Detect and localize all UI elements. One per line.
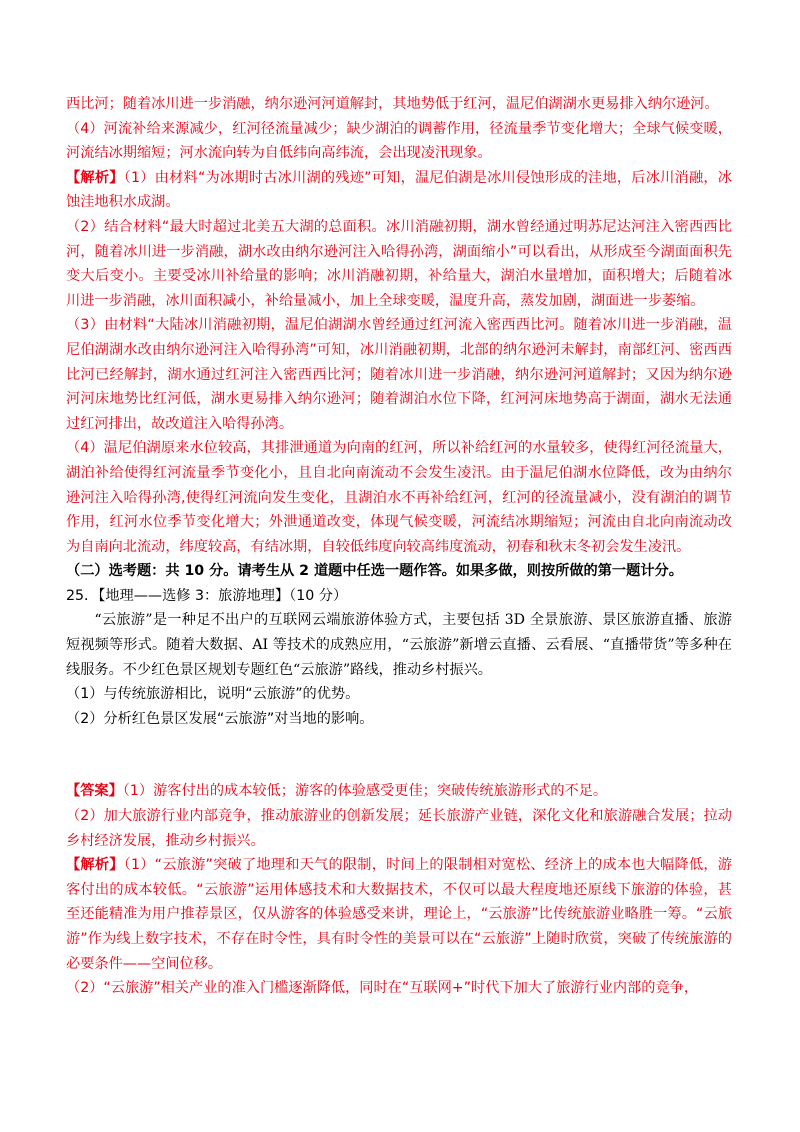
answer-25-label: 【答案】	[66, 783, 123, 800]
question-25-q1: （1）与传统旅游相比，说明“云旅游”的优势。	[66, 686, 360, 703]
analysis-24-label: 【解析】	[66, 169, 124, 186]
analysis-25-p1	[66, 853, 732, 976]
question-25-material: “云旅游”是一种足不出户的互联网云端旅游体验方式，主要包括 3D 全景旅游、景区旅游直播、旅游短视频等形式。随着大数据、AI 等技术的成熟应用，“云旅游”新增云直播、云看展、“直播带货”等多种在线服务。不少红色景区规划专题红色“云旅游”路线，推动乡村振兴。	[66, 612, 732, 678]
analysis-25-p1-text: （1）“云旅游”突破了地理和天气的限制，时间上的限制相对宽松、经济上的成本也大幅降低，游客付出的成本较低。“云旅游”运用体感技术和大数据技术，不仅可以最大程度地还原线下旅游的体验，甚至还能精准为用户推荐景区，仅从游客的体验感受来讲，理论上，“云旅游”比传统旅游业略胜一筹。“云旅游”作为线上数字技术，不存在时令性，具有时令性的美景可以在“云旅游”上随时欣赏，突破了传统旅游的必要条件——空间位移。	[66, 857, 732, 972]
analysis-25-p2: （2）“云旅游”相关产业的准入门槛逐渐降低，同时在“互联网+”时代下加大了旅游行业内部的竞争，	[66, 980, 699, 997]
analysis-24-p3: （3）由材料“大陆冰川消融初期，温尼伯湖湖水曾经通过红河流入密西西比河。随着冰川进一步消融，温尼伯湖湖水改由纳尔逊河注入哈得孙湾”可知，冰川消融初期，北部的纳尔逊河未解封，南部红河、密西西比河已经解封，湖水通过红河注入密西西比河；随着冰川进一步消融，纳尔逊河河道解封；又因为纳尔逊河河床地势比红河低，湖水更易排入纳尔逊河；随着湖泊水位下降，红河河床地势高于湖面，湖水无法通过红河排出，故改道注入哈得孙湾。	[66, 317, 732, 432]
answer-25-a1	[66, 779, 732, 804]
answer-25-a2: （2）加大旅游行业内部竞争，推动旅游业的创新发展；延长旅游产业链，深化文化和旅游融合发展；拉动乡村经济发展，推动乡村振兴。	[66, 808, 732, 849]
question-25-title: 25．【地理——选修 3：旅游地理】（10 分）	[66, 587, 348, 604]
answer-25-a1-text: （1）游客付出的成本较低；游客的体验感受更佳；突破传统旅游形式的不足。	[122, 783, 608, 800]
analysis-24-p2: （2）结合材料“最大时超过北美五大湖的总面积。冰川消融初期，湖水曾经通过明苏尼达河注入密西西比河，随着冰川进一步消融，湖水改由纳尔逊河注入哈得孙湾，湖面缩小”可以看出，从形成至今湖面面积先变大后变小。主要受冰川补给量的影响；冰川消融初期，补给量大，湖泊水量增加，面积增大；后随着冰川进一步消融，冰川面积减小，补给量减小，加上全球变暖，温度升高，蒸发加剧，湖面进一步萎缩。	[66, 218, 732, 309]
answer-24-part4: （4）河流补给来源减少，红河径流量减少；缺少湖泊的调蓄作用，径流量季节变化增大；全球气候变暖，河流结冰期缩短；河水流向转为自低纬向高纬流，会出现凌汛现象。	[66, 120, 732, 162]
question-25-q2: （2）分析红色景区发展“云旅游”对当地的影响。	[66, 710, 374, 727]
analysis-25-label: 【解析】	[66, 857, 124, 874]
analysis-24-p4: （4）温尼伯湖原来水位较高，其排泄通道为向南的红河，所以补给红河的水量较多，使得红河径流量大，湖泊补给使得红河流量季节变化小，且自北向南流动不会发生凌汛。由于温尼伯湖水位降低，改为由纳尔逊河注入哈得孙湾,使得红河流向发生变化，且湖泊水不再补给红河，红河的径流量减小，没有湖泊的调节作用，红河水位季节变化增大；外泄通道改变，体现气候变暖，河流结冰期缩短；河流由自北向南流动改为自南向北流动，纬度较高，有结冰期，自较低纬度向较高纬度流动，初春和秋末冬初会发生凌汛。	[66, 440, 732, 555]
analysis-24-p1-text: （1）由材料“为冰期时古冰川湖的残迹”可知，温尼伯湖是冰川侵蚀形成的洼地，后冰川消融，冰蚀洼地积水成湖。	[66, 169, 732, 211]
page-content	[66, 92, 732, 1001]
analysis-24-p1	[66, 166, 732, 215]
answer-24-part3-tail: 西比河；随着冰川进一步消融，纳尔逊河河道解封，其地势低于红河，温尼伯湖湖水更易排入纳尔逊河。	[66, 96, 719, 112]
section-heading-elective: （二）选考题：共 10 分。请考生从 2 道题中任选一题作答。如果多做，则按所做的第一题计分。	[66, 563, 683, 580]
blank-answer-space	[66, 731, 732, 779]
